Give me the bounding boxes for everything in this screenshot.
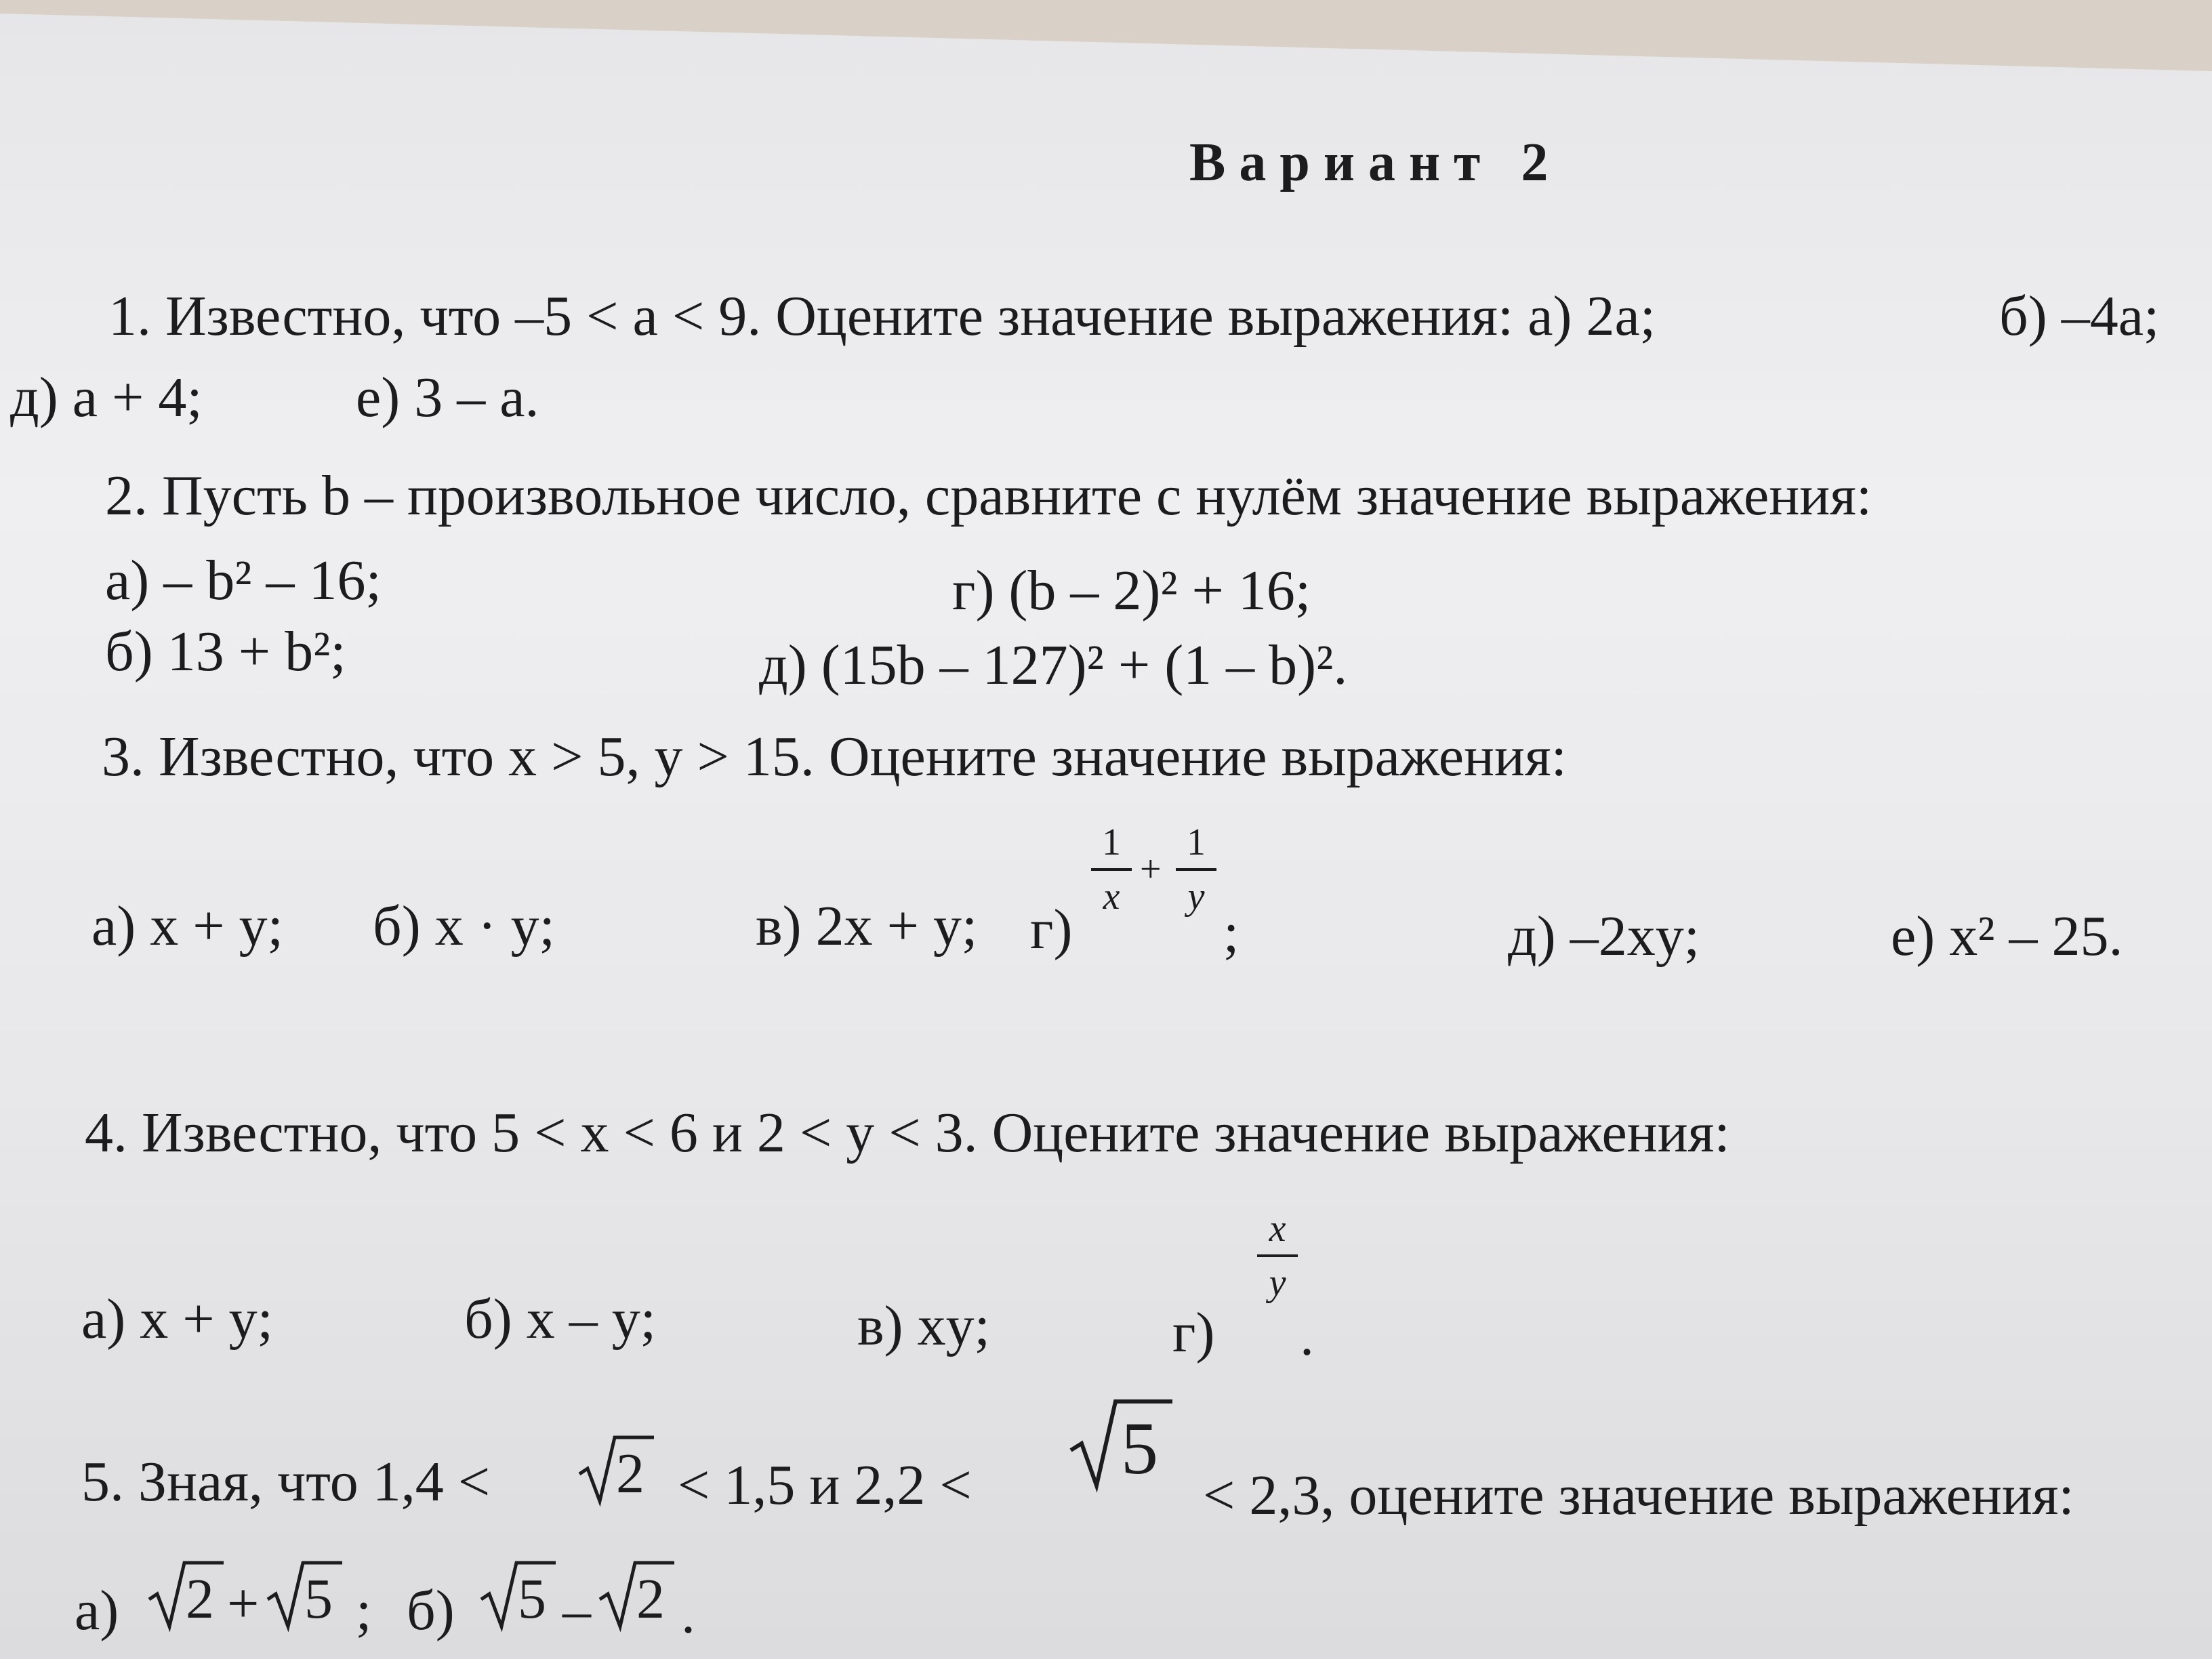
paper-corner-background [0, 0, 2212, 71]
problem-5-option-b-label: б) [407, 1579, 455, 1642]
problem-1-option-e: е) 3 – a. [356, 366, 539, 429]
problem-2-option-b: б) 13 + b²; [105, 620, 346, 683]
variant-title: Вариант 2 [1189, 133, 1562, 192]
problem-3-option-d: д) –2xy; [1508, 905, 1700, 968]
option-a-plus: + [227, 1572, 260, 1635]
problem-4-text: 4. Известно, что 5 < x < 6 и 2 < y < 3. Оцените значение выражения: [85, 1101, 1730, 1164]
problem-3-option-v: в) 2x + y; [756, 895, 978, 958]
problem-3-option-g-tail: ; [1223, 901, 1240, 964]
sqrt-2-radical: 2 [579, 1433, 654, 1508]
problem-5-text-mid: < 1,5 и 2,2 < [678, 1454, 972, 1517]
problem-3-option-b: б) x · y; [373, 895, 556, 958]
problem-2-option-g: г) (b – 2)² + 16; [952, 559, 1311, 622]
problem-4-fraction-x-over-y: x y [1257, 1210, 1298, 1302]
problem-4-option-g-label: г) [1172, 1301, 1215, 1364]
problem-1-option-b: б) –4a; [1999, 285, 2160, 348]
problem-2-option-d: д) (15b – 127)² + (1 – b)². [759, 634, 1348, 697]
problem-4-option-v: в) xy; [857, 1294, 990, 1357]
option-b-tail: . [681, 1582, 695, 1645]
sqrt-5-radical: 5 [1071, 1396, 1172, 1498]
option-a-tail: ; [356, 1579, 372, 1642]
problem-5-option-a-label: а) [75, 1579, 119, 1642]
problem-3-fraction-1-over-x: 1 x [1091, 823, 1132, 916]
problem-1-option-d: д) a + 4; [10, 366, 203, 429]
problem-3-fraction-plus: + [1140, 848, 1162, 890]
option-b-sqrt-2: 2 [600, 1559, 674, 1633]
option-b-minus: – [562, 1579, 591, 1642]
problem-5-text-start: 5. Зная, что 1,4 < [81, 1450, 491, 1513]
problem-3-option-g-label: г) [1030, 898, 1073, 961]
problem-4-option-g-tail: . [1300, 1305, 1314, 1368]
problem-3-option-a: а) x + y; [91, 895, 283, 958]
problem-2-option-a: а) – b² – 16; [105, 549, 382, 612]
problem-1-text: 1. Известно, что –5 < a < 9. Оцените значение выражения: а) 2a; [108, 285, 1656, 348]
option-a-sqrt-2: 2 [149, 1559, 224, 1633]
option-b-sqrt-5: 5 [481, 1559, 556, 1633]
problem-3-fraction-1-over-y: 1 y [1176, 823, 1216, 916]
problem-4-option-a: а) x + y; [81, 1288, 273, 1351]
problem-3-option-e: е) x² – 25. [1891, 905, 2123, 968]
option-a-sqrt-5: 5 [268, 1559, 342, 1633]
problem-2-text: 2. Пусть b – произвольное число, сравните с нулём значение выражения: [105, 464, 1872, 527]
problem-3-text: 3. Известно, что x > 5, y > 15. Оцените значение выражения: [102, 725, 1567, 788]
problem-5-text-end: < 2,3, оцените значение выражения: [1203, 1464, 2074, 1527]
problem-4-option-b: б) x – y; [464, 1288, 657, 1351]
